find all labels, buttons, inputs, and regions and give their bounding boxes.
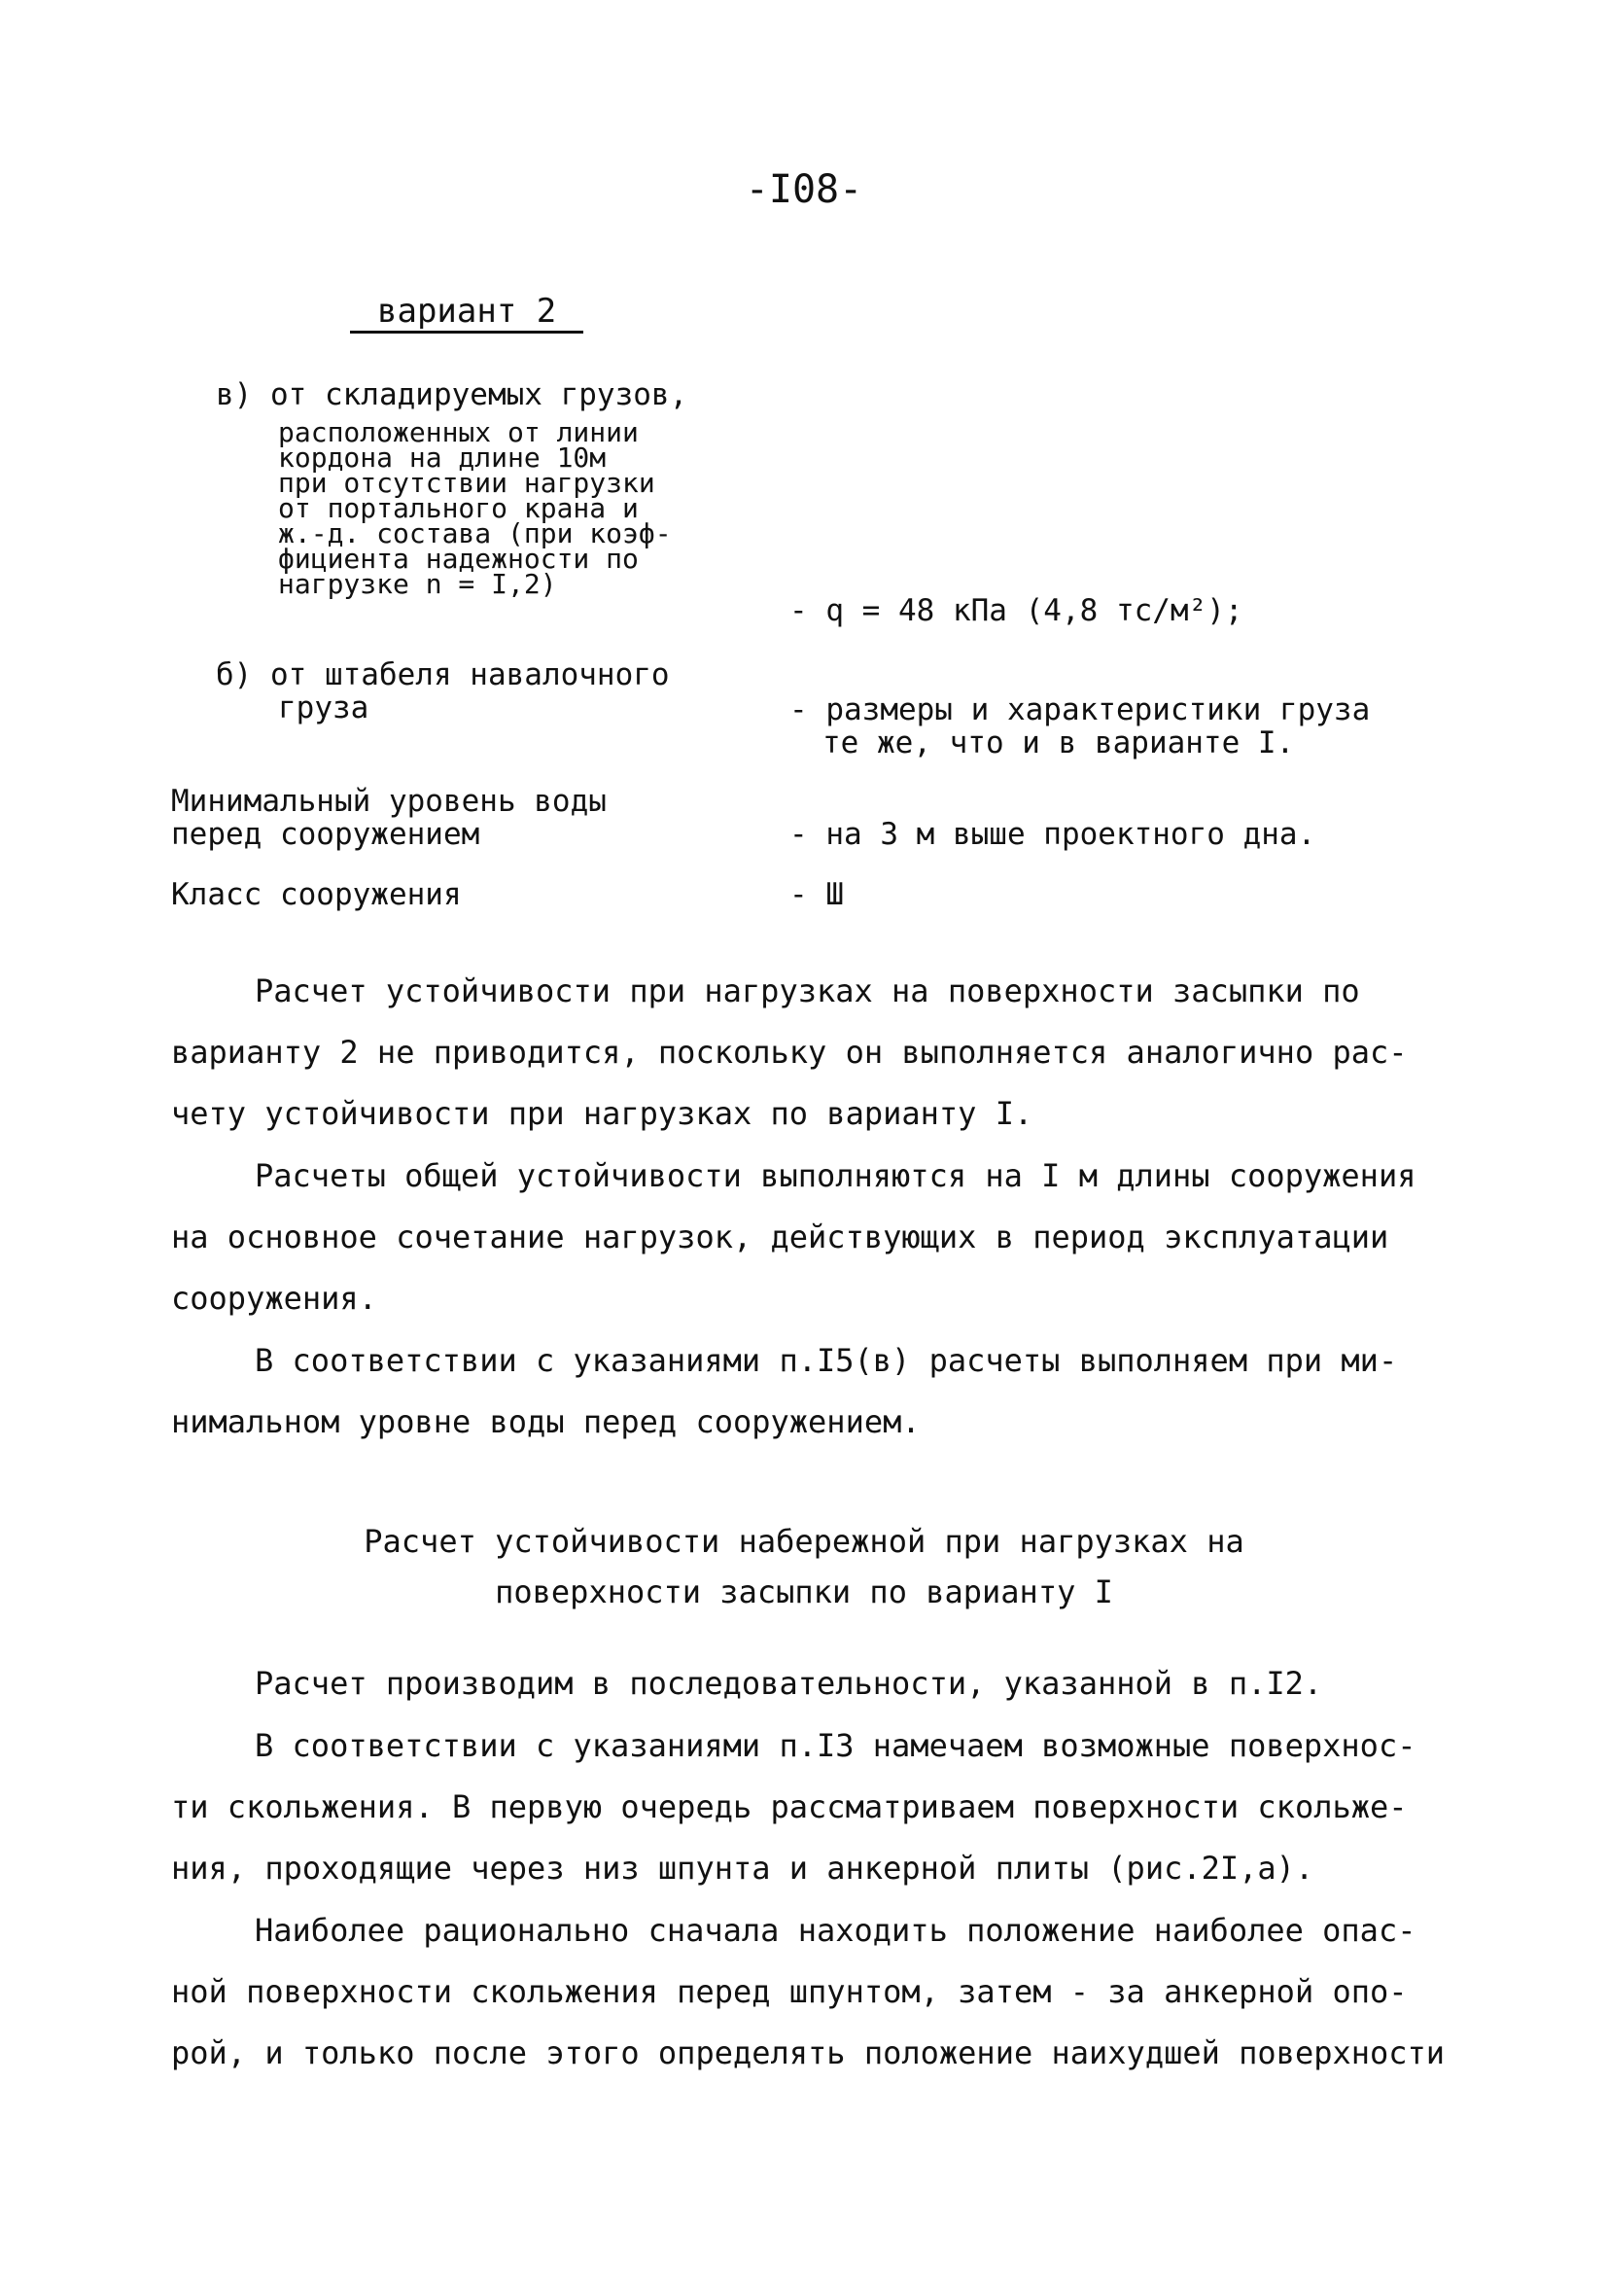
paragraph-line: на основное сочетание нагрузок, действующих в период эксплуатации — [171, 1219, 1389, 1255]
section-heading-line2: поверхности засыпки по варианту I — [495, 1573, 1113, 1610]
water-level-label-cont: перед сооружением — [171, 817, 480, 852]
paragraph-line: чету устойчивости при нагрузках по варианту I. — [171, 1095, 1033, 1132]
paragraph-line: ния, проходящие через низ шпунта и анкерной плиты (рис.2I,а). — [171, 1850, 1314, 1887]
structure-class-label: Класс сооружения — [171, 877, 462, 912]
page-number: -I08- — [745, 167, 863, 212]
paragraph-line: ной поверхности скольжения перед шпунтом, затем - за анкерной опо- — [171, 1973, 1408, 2010]
paragraph-line: сооружения. — [171, 1280, 377, 1317]
water-level-value: - на 3 м выше проектного дна. — [789, 817, 1316, 852]
item-b-label-cont: груза — [278, 690, 369, 725]
item-b-value-cont: те же, что и в варианте I. — [822, 725, 1295, 760]
item-b-label: б) от штабеля навалочного — [216, 657, 670, 692]
item-v-details: расположенных от линии кордона на длине 10м при отсутствии нагрузки от портального крана и ж.-д. состава (при коэф- фициента надежности по нагрузке n = I,2) — [278, 416, 672, 600]
paragraph-line: В соответствии с указаниями п.I5(в) расчеты выполняем при ми- — [255, 1342, 1398, 1379]
paragraph-line: нимальном уровне воды перед сооружением. — [171, 1403, 921, 1440]
variant-title: вариант 2 — [377, 292, 557, 331]
section-heading-line1: Расчет устойчивости набережной при нагрузках на — [364, 1523, 1244, 1560]
paragraph-line: варианту 2 не приводится, поскольку он выполняется аналогично рас- — [171, 1034, 1408, 1071]
paragraph-line: В соответствии с указаниями п.I3 намечаем возможные поверхнос- — [255, 1727, 1416, 1764]
paragraph-line: Наиболее рационально сначала находить положение наиболее опас- — [255, 1912, 1416, 1949]
paragraph-line: рой, и только после этого определять положение наихудшей поверхности — [171, 2034, 1446, 2071]
water-level-label: Минимальный уровень воды — [171, 784, 607, 819]
structure-class-value: - Ш — [789, 877, 844, 912]
paragraph-line: Расчет устойчивости при нагрузках на поверхности засыпки по — [255, 972, 1360, 1009]
paragraph-line: Расчет производим в последовательности, указанной в п.I2. — [255, 1665, 1323, 1702]
item-b-value: - размеры и характеристики груза — [789, 692, 1371, 727]
item-v-value: - q = 48 кПа (4,8 тс/м²); — [789, 593, 1243, 628]
paragraph-line: Расчеты общей устойчивости выполняются на I м длины сооружения — [255, 1157, 1416, 1194]
paragraph-line: ти скольжения. В первую очередь рассматриваем поверхности скольже- — [171, 1788, 1408, 1825]
item-v-label: в) от складируемых грузов, — [216, 377, 688, 412]
variant-title-underline — [350, 331, 583, 334]
